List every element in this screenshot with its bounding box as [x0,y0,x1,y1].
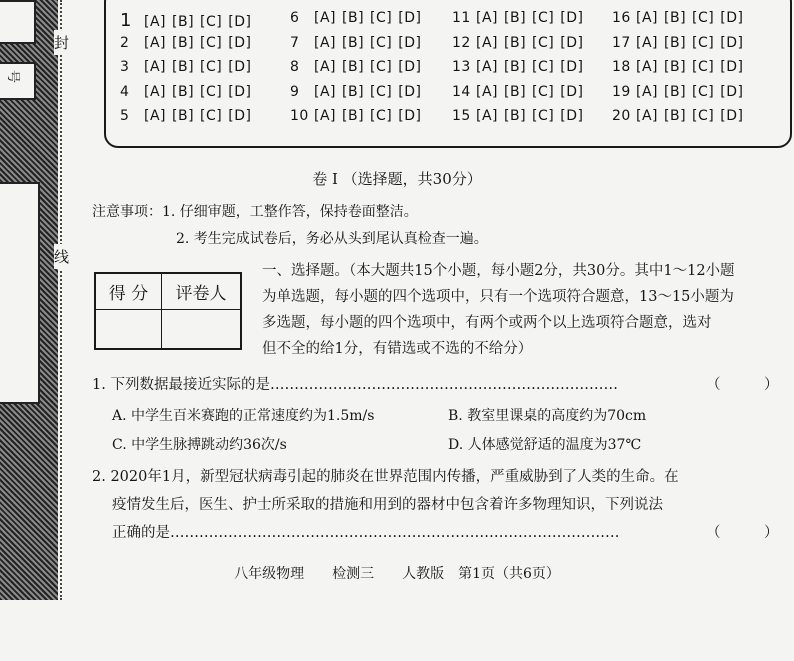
q1-choice-a: A. 中学生百米赛跑的正常速度约为1.5m/s [112,408,375,424]
answer-bubble[interactable]: [A] [476,10,499,26]
answer-bubble[interactable]: [A] [636,59,659,75]
answer-bubble[interactable]: [A] [476,83,499,100]
question-number: 5 [120,108,130,124]
answer-bubble[interactable]: [B] [664,83,687,100]
section-title: 卷 I （选择题，共30分） [312,170,482,188]
answer-grid-column [452,10,589,133]
answer-bubble[interactable]: [D] [720,108,744,124]
line-char: 线 [54,244,69,269]
answer-bubble[interactable]: [A] [636,10,659,26]
answer-row [612,108,749,133]
answer-bubble[interactable]: [D] [560,108,584,124]
notes-first-line [92,201,418,221]
answer-bubble[interactable]: [C] [692,10,715,26]
answer-bubble[interactable]: [B] [172,108,195,124]
answer-bubble[interactable]: [C] [532,83,555,100]
answer-row [452,108,589,133]
answer-bubble[interactable]: [A] [144,108,167,124]
notes-item-1: 1. 仔细审题，工整作答，保持卷面整洁。 [162,204,418,220]
answer-row [612,35,749,60]
question-number: 7 [290,34,300,51]
q2-line-2: 疫情发生后，医生、护士所采取的措施和用到的器材中包含着许多物理知识，下列说法 [112,497,663,513]
answer-bubble[interactable]: [D] [398,108,422,124]
answer-bubble[interactable]: [D] [720,59,744,75]
answer-row [452,10,589,35]
question-number: 9 [290,83,300,100]
answer-bubble[interactable]: [C] [532,108,555,124]
answer-row [120,84,257,109]
answer-bubble[interactable]: [A] [144,83,167,100]
answer-bubble[interactable]: [A] [314,10,337,26]
answer-bubble[interactable]: [A] [476,59,499,75]
answer-bubble[interactable]: [D] [228,108,252,124]
q1-choice-c: C. 中学生脉搏跳动约36次/s [112,437,287,453]
margin-card [0,182,40,404]
question-number: 2 [120,34,130,51]
q2-answer-bracket[interactable]: （ ） [706,525,779,541]
answer-bubble[interactable]: [B] [504,83,527,100]
answer-row [290,59,427,84]
seal-char: 封 [54,30,69,55]
answer-bubble[interactable]: [D] [560,59,584,75]
question-number: 10 [290,108,309,124]
question-number: 6 [290,10,300,26]
margin-label-id: 号 [5,70,20,84]
answer-bubble[interactable]: [D] [720,34,744,51]
q2-line-3: 正确的是………………………………………………………………………………… [112,525,620,541]
answer-row [120,108,257,133]
answer-bubble[interactable]: [A] [314,34,337,51]
notes-item-2: 2. 考生完成试卷后，务必从头到尾认真检查一遍。 [176,231,488,247]
answer-row [612,59,749,84]
question-number: 11 [452,10,471,26]
answer-bubble[interactable]: [B] [504,108,527,124]
answer-bubble[interactable]: [D] [560,83,584,100]
answer-bubble[interactable]: [D] [228,59,252,75]
answer-bubble[interactable]: [A] [636,83,659,100]
q1-answer-bracket[interactable]: （ ） [706,377,779,393]
answer-bubble[interactable]: [A] [144,14,167,30]
answer-bubble[interactable]: [A] [144,59,167,75]
answer-bubble[interactable]: [B] [504,10,527,26]
answer-row [612,84,749,109]
answer-row [290,84,427,109]
question-number: 15 [452,108,471,124]
question-number: 19 [612,83,631,100]
answer-bubble[interactable]: [B] [172,59,195,75]
instruction-line: 但不全的给1分，有错选或不选的不给分） [262,341,533,357]
answer-bubble[interactable]: [B] [342,34,365,51]
seal-line [60,0,62,600]
notes-label: 注意事项： [92,204,162,220]
answer-bubble[interactable]: [D] [720,10,744,26]
answer-row [120,35,257,60]
answer-bubble[interactable]: [D] [398,59,422,75]
question-number: 18 [612,59,631,75]
answer-row [290,35,427,60]
question-number: 20 [612,108,631,124]
answer-bubble[interactable]: [C] [692,108,715,124]
answer-bubble[interactable]: [B] [504,59,527,75]
answer-bubble[interactable]: [C] [692,34,715,51]
answer-bubble[interactable]: [C] [370,83,393,100]
answer-bubble[interactable]: [B] [172,83,195,100]
q1-stem: 1. 下列数据最接近实际的是……………………………………………………………… [92,377,618,393]
answer-bubble[interactable]: [B] [664,108,687,124]
answer-bubble[interactable]: [B] [664,34,687,51]
question-number: 3 [120,59,130,75]
answer-bubble[interactable]: [B] [172,14,195,30]
q1-choice-d: D. 人体感觉舒适的温度为37℃ [448,437,642,453]
answer-bubble[interactable]: [C] [370,34,393,51]
answer-bubble[interactable]: [D] [560,10,584,26]
answer-bubble[interactable]: [B] [504,34,527,51]
answer-bubble[interactable]: [D] [398,34,422,51]
page-footer: 八年级物理 检测三 人教版 第1页（共6页） [234,566,560,582]
answer-bubble[interactable]: [A] [314,108,337,124]
answer-bubble[interactable]: [A] [636,108,659,124]
answer-bubble[interactable]: [C] [370,108,393,124]
answer-bubble[interactable]: [C] [200,34,223,51]
answer-bubble[interactable]: [A] [314,83,337,100]
answer-grid-column [120,10,257,133]
answer-bubble[interactable]: [D] [398,83,422,100]
question-number: 8 [290,59,300,75]
score-cell[interactable] [96,310,162,348]
answer-bubble[interactable]: [C] [370,10,393,26]
answer-bubble[interactable]: [C] [200,59,223,75]
answer-bubble[interactable]: [D] [560,34,584,51]
answer-bubble[interactable]: [B] [664,59,687,75]
question-number: 12 [452,34,471,51]
answer-bubble[interactable]: [B] [342,10,365,26]
answer-bubble[interactable]: [D] [398,10,422,26]
answer-bubble[interactable]: [D] [228,14,252,30]
score-header: 得 分 [96,274,162,310]
answer-bubble[interactable]: [C] [532,10,555,26]
grader-header: 评卷人 [162,274,240,310]
answer-row [290,108,427,133]
question-number: 16 [612,10,631,26]
answer-grid-column [612,10,749,133]
answer-bubble[interactable]: [C] [200,14,223,30]
answer-row [120,10,257,35]
answer-row [612,10,749,35]
answer-bubble[interactable]: [A] [636,34,659,51]
answer-row [452,35,589,60]
answer-bubble[interactable]: [C] [692,83,715,100]
answer-bubble[interactable]: [C] [532,34,555,51]
answer-bubble[interactable]: [D] [228,83,252,100]
answer-bubble[interactable]: [C] [200,83,223,100]
answer-row [120,59,257,84]
answer-row [452,84,589,109]
answer-bubble[interactable]: [C] [370,59,393,75]
answer-bubble[interactable]: [B] [342,83,365,100]
answer-grid-column [290,10,427,133]
answer-bubble[interactable]: [B] [342,108,365,124]
question-number: 17 [612,34,631,51]
question-number: 1 [120,10,132,31]
answer-bubble[interactable]: [D] [228,34,252,51]
grader-cell[interactable] [162,310,240,348]
answer-bubble[interactable]: [B] [664,10,687,26]
answer-bubble[interactable]: [C] [532,59,555,75]
instruction-line: 一、选择题。（本大题共15个小题，每小题2分，共30分。其中1～12小题 [262,263,735,279]
answer-bubble[interactable]: [C] [200,108,223,124]
instruction-line: 多选题，每小题的四个选项中，有两个或两个以上选项符合题意，选对 [262,315,712,331]
answer-row [290,10,427,35]
answer-bubble[interactable]: [C] [692,59,715,75]
answer-bubble[interactable]: [B] [342,59,365,75]
answer-row [452,59,589,84]
answer-bubble[interactable]: [A] [476,34,499,51]
margin-box-id [0,62,36,100]
question-number: 14 [452,83,471,100]
question-number: 4 [120,83,130,100]
instruction-line: 为单选题，每小题的四个选项中，只有一个选项符合题意，13～15小题为 [262,289,734,305]
score-table [94,272,242,350]
answer-bubble[interactable]: [D] [720,83,744,100]
q1-choice-b: B. 教室里课桌的高度约为70cm [448,408,647,424]
answer-grid [104,0,792,148]
answer-bubble[interactable]: [A] [144,34,167,51]
answer-bubble[interactable]: [B] [172,34,195,51]
margin-box-top [0,0,36,44]
q2-line-1: 2. 2020年1月，新型冠状病毒引起的肺炎在世界范围内传播，严重威胁到了人类的生命。在 [92,469,679,485]
question-number: 13 [452,59,471,75]
answer-bubble[interactable]: [A] [476,108,499,124]
section-instructions [262,258,782,362]
answer-bubble[interactable]: [A] [314,59,337,75]
